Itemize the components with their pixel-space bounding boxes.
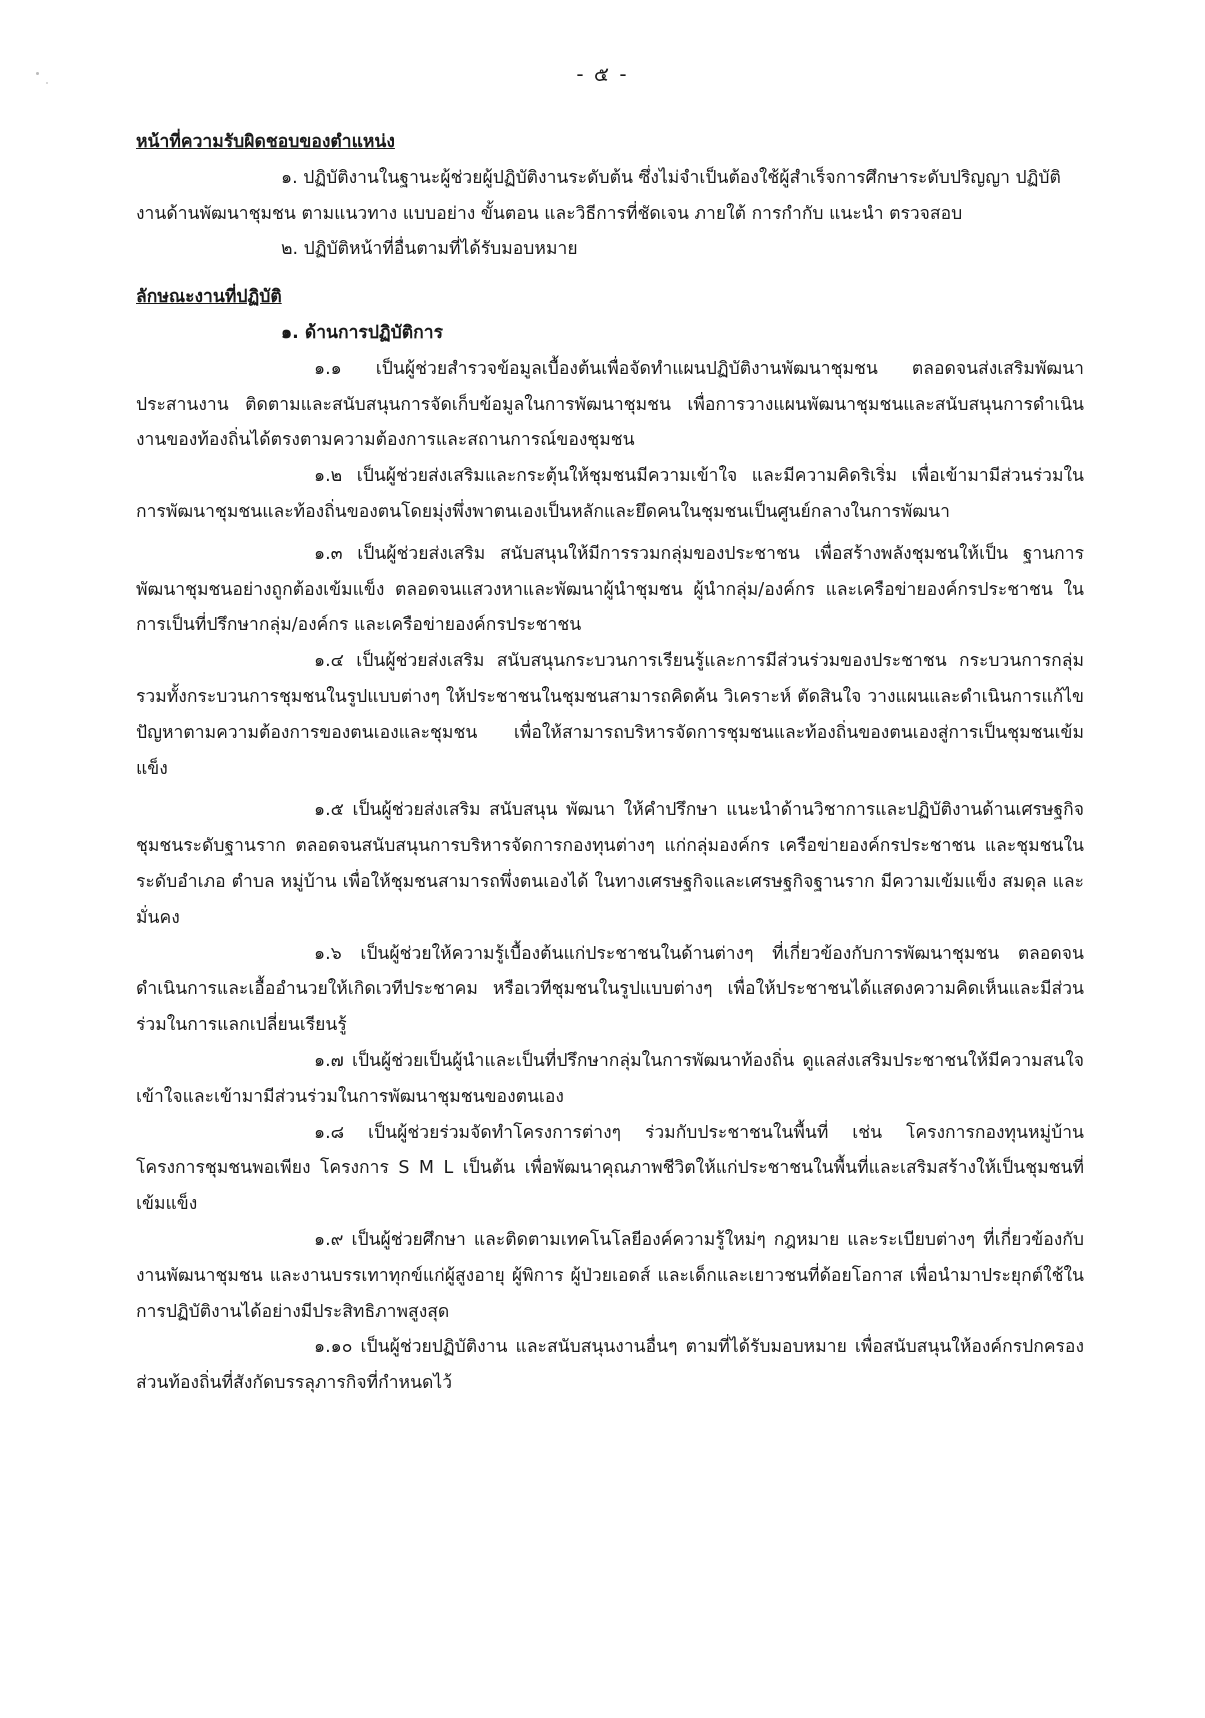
document-body [136, 125, 1084, 1402]
work-item: ๑.๔ เป็นผู้ช่วยส่งเสริม สนับสนุนกระบวนการเรียนรู้และการมีส่วนร่วมของประชาชน กระบวนการกลุ่ม รวมทั้งกระบวนการชุมชนในรูปแบบต่างๆ ให้ประชาชนในชุมชนสามารถคิดค้น วิเคราะห์ ตัดสินใจ วางแผนและดำเนินการแก้ไขปัญหาตามความต้องการของตนเองและชุมชน เพื่อให้สามารถบริหารจัดการชุมชนและท้องถิ่นของตนเองสู่การเป็นชุมชนเข้มแข็ง [136, 651, 1084, 779]
section-heading-work: ลักษณะงานที่ปฏิบัติ [136, 287, 282, 308]
duty-item: ๒. ปฏิบัติหน้าที่อื่นตามที่ได้รับมอบหมาย [281, 239, 578, 260]
work-item: ๑.๒ เป็นผู้ช่วยส่งเสริมและกระตุ้นให้ชุมชนมีความเข้าใจ และมีความคิดริเริ่ม เพื่อเข้ามามีส่วนร่วมในการพัฒนาชุมชนและท้องถิ่นของตนโดยมุ่งพึ่งพาตนเองเป็นหลักและยึดคนในชุมชนเป็นศูนย์กลางในการพัฒนา [136, 466, 1084, 522]
section-heading-duties: หน้าที่ความรับผิดชอบของตำแหน่ง [136, 132, 395, 152]
work-item: ๑.๙ เป็นผู้ช่วยศึกษา และติดตามเทคโนโลยีองค์ความรู้ใหม่ๆ กฎหมาย และระเบียบต่างๆ ที่เกี่ยวข้องกับงานพัฒนาชุมชน และงานบรรเทาทุกข์แก่ผู้สูงอายุ ผู้พิการ ผู้ป่วยเอดส์ และเด็กและเยาวชนที่ด้อยโอกาส เพื่อนำมาประยุกต์ใช้ในการปฏิบัติงานได้อย่างมีประสิทธิภาพสูงสุด [136, 1229, 1084, 1322]
duty-item: ๑. ปฏิบัติงานในฐานะผู้ช่วยผู้ปฏิบัติงานระดับต้น ซึ่งไม่จำเป็นต้องใช้ผู้สำเร็จการศึกษาระดับปริญญา ปฏิบัติงานด้านพัฒนาชุมชน ตามแนวทาง แบบอย่าง ขั้นตอน และวิธีการที่ชัดเจน ภายใต้ การกำกับ แนะนำ ตรวจสอบ [136, 167, 1061, 224]
subsection-heading: ๑. ด้านการปฏิบัติการ [281, 322, 443, 343]
page-number: - ๕ - [576, 62, 629, 86]
work-item: ๑.๗ เป็นผู้ช่วยเป็นผู้นำและเป็นที่ปรึกษากลุ่มในการพัฒนาท้องถิ่น ดูแลส่งเสริมประชาชนให้มีความสนใจ เข้าใจและเข้ามามีส่วนร่วมในการพัฒนาชุมชนของตนเอง [136, 1050, 1084, 1107]
work-item: ๑.๕ เป็นผู้ช่วยส่งเสริม สนับสนุน พัฒนา ให้คำปรึกษา แนะนำด้านวิชาการและปฏิบัติงานด้านเศรษฐกิจชุมชนระดับฐานราก ตลอดจนสนับสนุนการบริหารจัดการกองทุนต่างๆ แก่กลุ่มองค์กร เครือข่ายองค์กรประชาชน และชุมชนในระดับอำเภอ ตำบล หมู่บ้าน เพื่อให้ชุมชนสามารถพึ่งตนเองได้ ในทางเศรษฐกิจและเศรษฐกิจฐานราก มีความเข้มแข็ง สมดุล และมั่นคง [136, 800, 1084, 928]
work-item: ๑.๑๐ เป็นผู้ช่วยปฏิบัติงาน และสนับสนุนงานอื่นๆ ตามที่ได้รับมอบหมาย เพื่อสนับสนุนให้องค์กรปกครองส่วนท้องถิ่นที่สังกัดบรรลุภารกิจที่กำหนดไว้ [136, 1337, 1084, 1394]
work-item: ๑.๘ เป็นผู้ช่วยร่วมจัดทำโครงการต่างๆ ร่วมกับประชาชนในพื้นที่ เช่น โครงการกองทุนหมู่บ้าน โครงการชุมชนพอเพียง โครงการ S M L เป็นต้น เพื่อพัฒนาคุณภาพชีวิตให้แก่ประชาชนในพื้นที่และเสริมสร้างให้เป็นชุมชนที่เข้มแข็ง [136, 1122, 1084, 1215]
work-item: ๑.๑ เป็นผู้ช่วยสำรวจข้อมูลเบื้องต้นเพื่อจัดทำแผนปฏิบัติงานพัฒนาชุมชน ตลอดจนส่งเสริมพัฒนาประสานงาน ติดตามและสนับสนุนการจัดเก็บข้อมูลในการพัฒนาชุมชน เพื่อการวางแผนพัฒนาชุมชนและสนับสนุนการดำเนินงานของท้องถิ่นได้ตรงตามความต้องการและสถานการณ์ของชุมชน [136, 358, 1084, 451]
work-item: ๑.๓ เป็นผู้ช่วยส่งเสริม สนับสนุนให้มีการรวมกลุ่มของประชาชน เพื่อสร้างพลังชุมชนให้เป็น ฐานการพัฒนาชุมชนอย่างถูกต้องเข้มแข็ง ตลอดจนแสวงหาและพัฒนาผู้นำชุมชน ผู้นำกลุ่ม/องค์กร และเครือข่ายองค์กรประชาชน ในการเป็นที่ปรึกษากลุ่ม/องค์กร และเครือข่ายองค์กรประชาชน [136, 543, 1084, 636]
work-item: ๑.๖ เป็นผู้ช่วยให้ความรู้เบื้องต้นแก่ประชาชนในด้านต่างๆ ที่เกี่ยวข้องกับการพัฒนาชุมชน ตลอดจนดำเนินการและเอื้ออำนวยให้เกิดเวทีประชาคม หรือเวทีชุมชนในรูปแบบต่างๆ เพื่อให้ประชาชนได้แสดงความคิดเห็นและมีส่วนร่วมในการแลกเปลี่ยนเรียนรู้ [136, 943, 1084, 1036]
